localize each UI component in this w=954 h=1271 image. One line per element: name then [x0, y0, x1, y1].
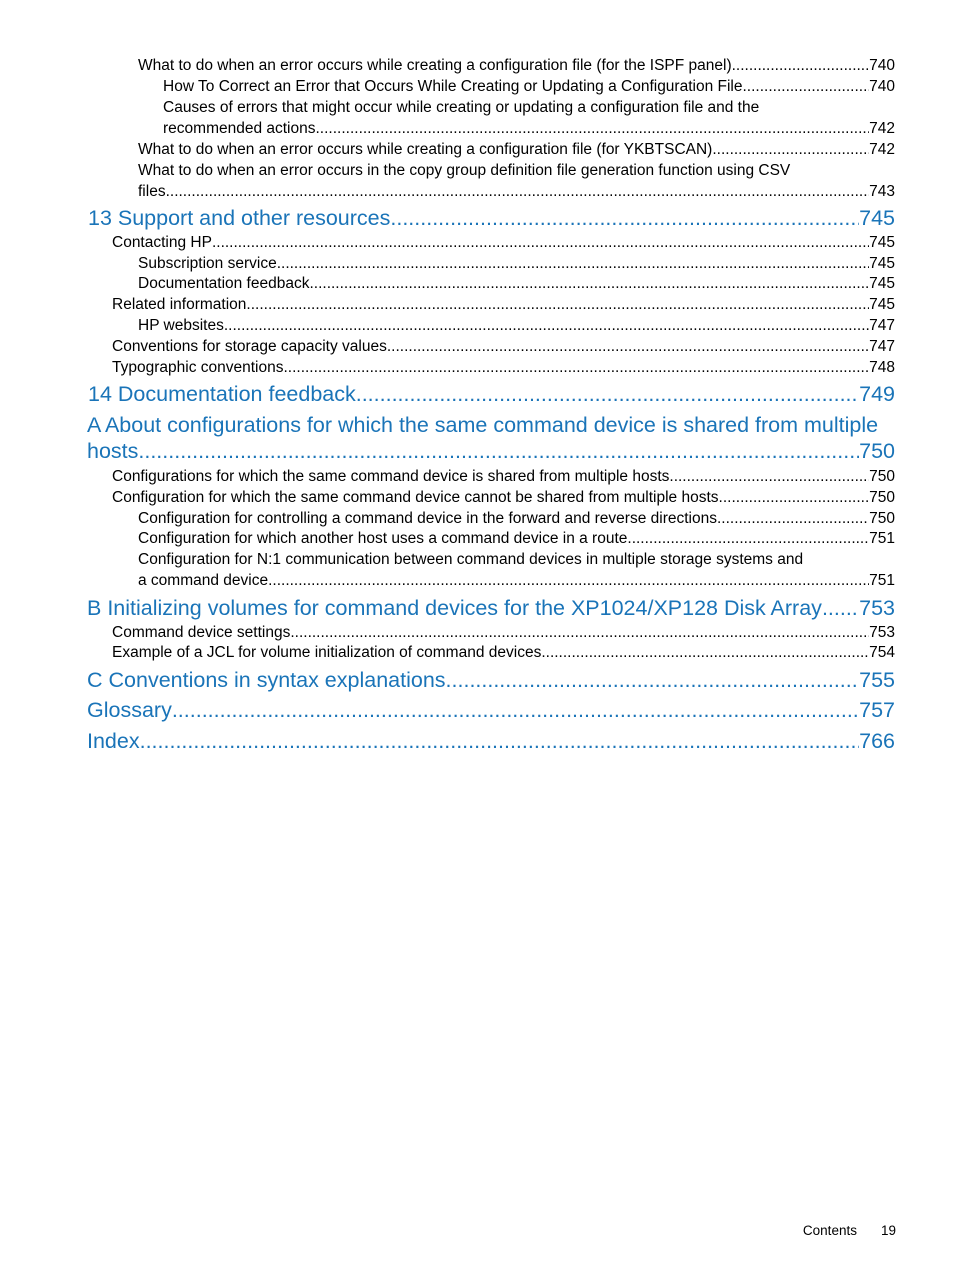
toc-chapter[interactable] [87, 697, 895, 723]
toc-entry[interactable] [112, 295, 895, 316]
toc-entry-line: What to do when an error occurs in the copy group definition file generation function using CSV [138, 162, 791, 179]
toc-entry-line: 13 Support and other resources ..... 745 [88, 205, 895, 231]
toc-entry-line: hosts ..... 750 [87, 438, 895, 464]
toc-entry-line: C Conventions in syntax explanations ..... 755 [87, 667, 895, 693]
toc-entry-line: What to do when an error occurs while creating a configuration file (for YKBTSCAN) ..... 742 [138, 140, 895, 161]
toc-chapter[interactable] [87, 412, 895, 464]
toc-entry[interactable] [112, 488, 895, 509]
toc-entry-line: Configuration for N:1 communication between command devices in multiple storage systems and [138, 551, 804, 568]
toc-chapter[interactable] [88, 381, 895, 407]
toc-entry-line: recommended actions ..... 742 [163, 119, 895, 140]
toc-entry-line: Typographic conventions ..... 748 [112, 358, 895, 379]
toc-entry-line: Conventions for storage capacity values ..... 747 [112, 337, 895, 358]
toc-entry[interactable] [138, 509, 895, 530]
toc-entry-line: Configuration for which another host uses a command device in a route ..... 751 [138, 529, 895, 550]
toc-entry[interactable] [138, 56, 895, 77]
toc-entry-line: Command device settings ..... 753 [112, 623, 895, 644]
toc-entry[interactable] [138, 550, 895, 591]
toc-entry-line: Configuration for controlling a command device in the forward and reverse directions ..... 750 [138, 509, 895, 530]
toc-entry[interactable] [112, 358, 895, 379]
toc-entry[interactable] [112, 467, 895, 488]
toc-entry[interactable] [163, 77, 895, 98]
toc-entry-line: B Initializing volumes for command devices for the XP1024/XP128 Disk Array ..... 753 [87, 595, 895, 621]
toc-entry[interactable] [138, 140, 895, 161]
toc-entry[interactable] [138, 254, 895, 275]
toc-entry-line: Configurations for which the same command device is shared from multiple hosts ..... 750 [112, 467, 895, 488]
toc-entry-line: Index ..... 766 [87, 728, 895, 754]
toc-entry-line: Glossary ..... 757 [87, 697, 895, 723]
toc-entry[interactable] [138, 274, 895, 295]
toc-entry[interactable] [138, 161, 895, 202]
toc-chapter[interactable] [87, 595, 895, 621]
toc-entry-line: Example of a JCL for volume initialization of command devices ..... 754 [112, 643, 895, 664]
toc-entry-line: files ..... 743 [138, 182, 895, 203]
toc-entry-line: Contacting HP ..... 745 [112, 233, 895, 254]
toc-chapter[interactable] [88, 205, 895, 231]
toc-entry-line: 14 Documentation feedback ..... 749 [88, 381, 895, 407]
toc-entry-line: a command device ..... 751 [138, 571, 895, 592]
toc-chapter[interactable] [87, 667, 895, 693]
toc-entry[interactable] [112, 337, 895, 358]
toc-entry[interactable] [138, 316, 895, 337]
toc-entry[interactable] [163, 98, 895, 139]
toc-entry[interactable] [138, 529, 895, 550]
toc-entry[interactable] [112, 623, 895, 644]
toc-entry-line: Documentation feedback ..... 745 [138, 274, 895, 295]
toc-entry-line: Causes of errors that might occur while creating or updating a configuration file and the [163, 99, 760, 116]
page-footer [803, 1223, 896, 1238]
toc-entry-line: Related information ..... 745 [112, 295, 895, 316]
footer-section-label: Contents [802, 1223, 857, 1238]
toc-entry[interactable] [112, 233, 895, 254]
footer-page-number: 19 [880, 1223, 896, 1238]
toc-entry-line: HP websites ..... 747 [138, 316, 895, 337]
toc-entry-line: What to do when an error occurs while creating a configuration file (for the ISPF panel) ..... 740 [138, 56, 895, 77]
toc-entry-line: How To Correct an Error that Occurs While Creating or Updating a Configuration File ..... 740 [163, 77, 895, 98]
toc-entry-line: A About configurations for which the same command device is shared from multiple [87, 413, 879, 437]
toc-entry[interactable] [112, 643, 895, 664]
toc-entry-line: Configuration for which the same command device cannot be shared from multiple hosts ..... 750 [112, 488, 895, 509]
toc-chapter[interactable] [87, 728, 895, 754]
toc-entry-line: Subscription service ..... 745 [138, 254, 895, 275]
